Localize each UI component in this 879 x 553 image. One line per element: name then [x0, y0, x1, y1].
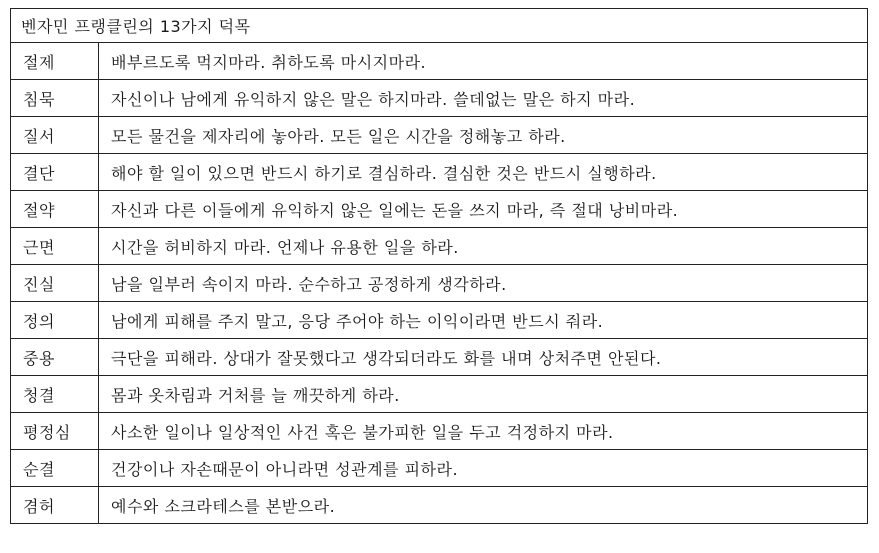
virtue-name: 절약	[11, 191, 99, 228]
table-row	[11, 228, 868, 265]
table-row	[11, 450, 868, 487]
virtue-description: 사소한 일이나 일상적인 사건 혹은 불가피한 일을 두고 걱정하지 마라.	[99, 413, 868, 450]
virtue-name: 침묵	[11, 80, 99, 117]
virtues-table	[10, 8, 868, 524]
virtue-name: 절제	[11, 43, 99, 80]
table-row	[11, 302, 868, 339]
virtue-name: 순결	[11, 450, 99, 487]
virtue-name: 청결	[11, 376, 99, 413]
virtue-name: 중용	[11, 339, 99, 376]
table-title: 벤자민 프랭클린의 13가지 덕목	[11, 9, 868, 43]
virtue-description: 시간을 허비하지 마라. 언제나 유용한 일을 하라.	[99, 228, 868, 265]
virtue-name: 정의	[11, 302, 99, 339]
table-row	[11, 154, 868, 191]
virtue-description: 건강이나 자손때문이 아니라면 성관계를 피하라.	[99, 450, 868, 487]
virtue-name: 질서	[11, 117, 99, 154]
table-row	[11, 117, 868, 154]
virtue-description: 예수와 소크라테스를 본받으라.	[99, 487, 868, 524]
table-row	[11, 265, 868, 302]
virtue-name: 진실	[11, 265, 99, 302]
virtue-description: 자신이나 남에게 유익하지 않은 말은 하지마라. 쓸데없는 말은 하지 마라.	[99, 80, 868, 117]
virtue-description: 극단을 피해라. 상대가 잘못했다고 생각되더라도 화를 내며 상처주면 안된다.	[99, 339, 868, 376]
table-row	[11, 43, 868, 80]
table-row	[11, 80, 868, 117]
virtue-name: 평정심	[11, 413, 99, 450]
virtue-description: 자신과 다른 이들에게 유익하지 않은 일에는 돈을 쓰지 마라, 즉 절대 낭비마라.	[99, 191, 868, 228]
table-row	[11, 191, 868, 228]
table-title-row	[11, 9, 868, 43]
virtue-description: 모든 물건을 제자리에 놓아라. 모든 일은 시간을 정해놓고 하라.	[99, 117, 868, 154]
virtue-name: 근면	[11, 228, 99, 265]
virtue-name: 결단	[11, 154, 99, 191]
table-row	[11, 376, 868, 413]
table-row	[11, 487, 868, 524]
virtue-description: 몸과 옷차림과 거처를 늘 깨끗하게 하라.	[99, 376, 868, 413]
virtue-description: 남에게 피해를 주지 말고, 응당 주어야 하는 이익이라면 반드시 줘라.	[99, 302, 868, 339]
virtues-table-body	[11, 9, 868, 524]
virtue-description: 배부르도록 먹지마라. 취하도록 마시지마라.	[99, 43, 868, 80]
virtue-name: 겸허	[11, 487, 99, 524]
virtue-description: 해야 할 일이 있으면 반드시 하기로 결심하라. 결심한 것은 반드시 실행하라.	[99, 154, 868, 191]
table-row	[11, 339, 868, 376]
virtue-description: 남을 일부러 속이지 마라. 순수하고 공정하게 생각하라.	[99, 265, 868, 302]
table-row	[11, 413, 868, 450]
